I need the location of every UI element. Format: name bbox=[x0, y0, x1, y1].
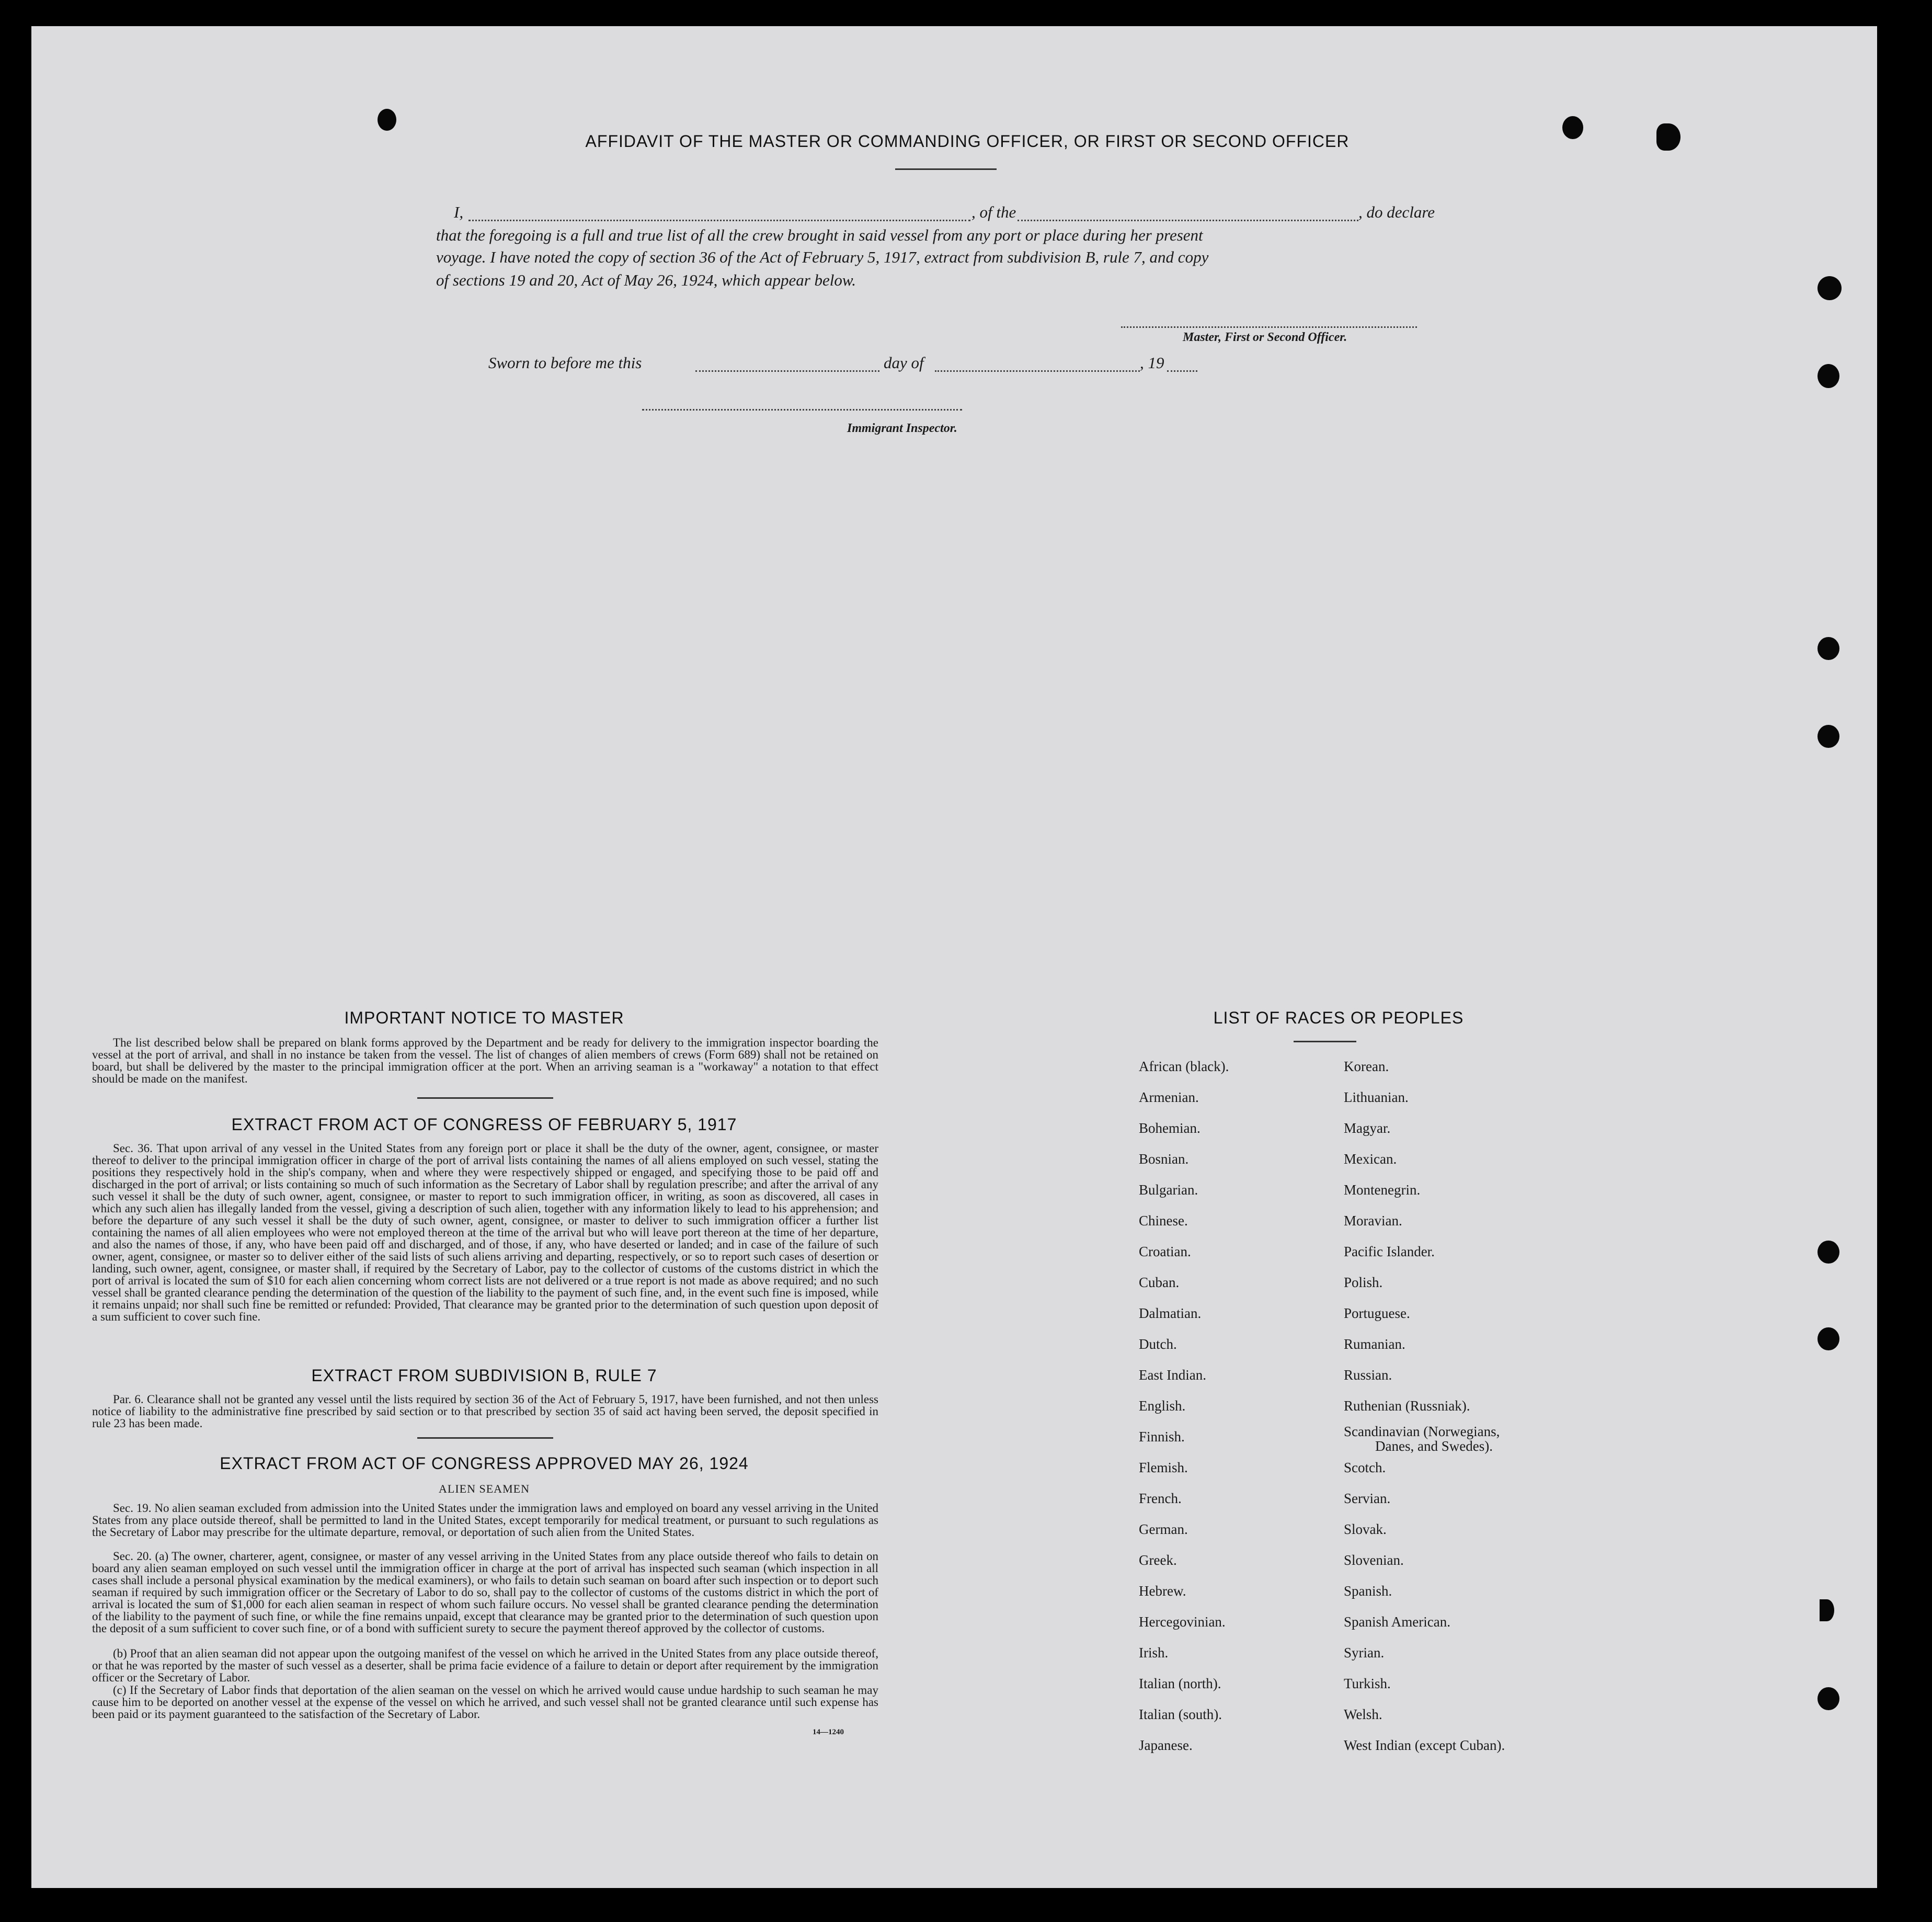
title-underline bbox=[895, 168, 997, 170]
sworn-year-blank[interactable] bbox=[1167, 370, 1197, 372]
affidavit-line4: of sections 19 and 20, Act of May 26, 1924, which appear below. bbox=[436, 271, 856, 289]
race-item: Irish. bbox=[1139, 1645, 1169, 1661]
race-item: Slovenian. bbox=[1344, 1552, 1404, 1568]
race-item: Moravian. bbox=[1344, 1213, 1402, 1229]
punch-hole bbox=[378, 109, 396, 131]
sworn-month-blank[interactable] bbox=[935, 370, 1140, 372]
race-item: Japanese. bbox=[1139, 1737, 1193, 1753]
race-item: Rumanian. bbox=[1344, 1336, 1405, 1352]
race-item: Magyar. bbox=[1344, 1120, 1391, 1136]
punch-hole bbox=[1820, 1599, 1834, 1621]
race-item: Bulgarian. bbox=[1139, 1182, 1198, 1198]
race-item: Welsh. bbox=[1344, 1707, 1382, 1722]
sec20c-body: (c) If the Secretary of Labor finds that deportation of the alien seaman on the vessel on which he arrived would cause undue hardship to such seaman he may cause him to be deported on another vessel at the expense of the vessel on which he arrived, and such vessel shall not be granted clearance until such expense has been paid or its payment guaranteed to the satisfaction of the Secretary of Labor. bbox=[92, 1684, 878, 1721]
race-item: West Indian (except Cuban). bbox=[1344, 1737, 1505, 1753]
race-item: Greek. bbox=[1139, 1552, 1177, 1568]
sec19-body: Sec. 19. No alien seaman excluded from admission into the United States under the immigration laws and employed on board any vessel arriving in the United States from any place outside thereof, shall be permitted to land in the United States, except temporarily for medical treatment, or pursuant to such regulations as the Secretary of Labor may prescribe for the ultimate departure, removal, or deportation of such alien from the United States. bbox=[92, 1502, 878, 1539]
race-item: Montenegrin. bbox=[1344, 1182, 1421, 1198]
section-divider bbox=[417, 1097, 553, 1099]
race-item: Servian. bbox=[1344, 1491, 1391, 1506]
race-item: Finnish. bbox=[1139, 1429, 1185, 1445]
race-item: Russian. bbox=[1344, 1367, 1392, 1383]
race-item: Turkish. bbox=[1344, 1676, 1391, 1691]
race-item: Polish. bbox=[1344, 1275, 1383, 1290]
affidavit-line3: voyage. I have noted the copy of section 36 of the Act of February 5, 1917, extract from subdivision B, rule 7, and copy bbox=[436, 248, 1209, 266]
punch-hole bbox=[1817, 1241, 1839, 1264]
affidavit-title: AFFIDAVIT OF THE MASTER OR COMMANDING OFFICER, OR FIRST OR SECOND OFFICER bbox=[585, 132, 1350, 151]
race-item: Armenian. bbox=[1139, 1089, 1199, 1105]
races-title: LIST OF RACES OR PEOPLES bbox=[1213, 1008, 1464, 1027]
race-item: German. bbox=[1139, 1521, 1188, 1537]
race-item: Spanish. bbox=[1344, 1583, 1392, 1599]
race-item: Pacific Islander. bbox=[1344, 1244, 1435, 1259]
race-item: Italian (south). bbox=[1139, 1707, 1222, 1722]
race-item: Spanish American. bbox=[1344, 1614, 1450, 1630]
punch-hole bbox=[1817, 276, 1842, 300]
race-item: Slovak. bbox=[1344, 1521, 1387, 1537]
punch-hole bbox=[1817, 637, 1839, 660]
race-item: Scotch. bbox=[1344, 1460, 1386, 1475]
race-item: Cuban. bbox=[1139, 1275, 1180, 1290]
affidavit-line2: that the foregoing is a full and true list of all the crew brought in said vessel from any port or place during her present bbox=[436, 226, 1203, 244]
race-item: Bohemian. bbox=[1139, 1120, 1201, 1136]
race-item: Dutch. bbox=[1139, 1336, 1177, 1352]
race-item: English. bbox=[1139, 1398, 1186, 1414]
race-item: Scandinavian (Norwegians, bbox=[1344, 1424, 1500, 1439]
sworn-label: Sworn to before me this bbox=[488, 354, 642, 372]
race-item: Korean. bbox=[1344, 1059, 1389, 1074]
sworn-day-blank[interactable] bbox=[695, 370, 879, 372]
affidavit-i-label: I, bbox=[454, 203, 464, 221]
form-number: 14—1240 bbox=[813, 1728, 844, 1736]
rule7-body: Par. 6. Clearance shall not be granted any vessel until the lists required by section 36 of the Act of February 5, 1917, have been furnished, and not then unless notice of liability to the administrative fine prescribed by said section or to that prescribed by section 35 of said act having been served, the deposit specified in rule 23 has been made. bbox=[92, 1393, 878, 1430]
punch-hole bbox=[1817, 725, 1839, 748]
affidavit-do-declare: , do declare bbox=[1358, 203, 1435, 221]
alien-seamen-subtitle: ALIEN SEAMEN bbox=[439, 1482, 530, 1495]
race-item: Syrian. bbox=[1344, 1645, 1385, 1661]
race-item-continued: Danes, and Swedes). bbox=[1375, 1438, 1493, 1454]
race-item: Chinese. bbox=[1139, 1213, 1188, 1229]
sec20a-body: Sec. 20. (a) The owner, charterer, agent, consignee, or master of any vessel arriving in the United States from any place outside thereof who fails to detain on board any alien seaman employed on such vessel until the immigration officer in charge at the port of arrival has inspected such seaman (which inspection in all cases shall include a personal physical examination by the medical examiners), or who fails to detain such seaman on board after such inspection or to deport such seaman if required by such immigration officer or the Secretary of Labor to do so, shall pay to the collector of customs of the customs district in which the port of arrival is located the sum of $1,000 for each alien seaman in respect of whom such failure occurs. No vessel shall be granted clearance pending the determination of the liability to the payment of such fine, or while the fine remains unpaid, except that clearance may be granted prior to the determination of such question upon the deposit of a sum sufficient to cover such fine, or of a bond with sufficient surety to secure the payment thereof approved by the collector of customs. bbox=[92, 1550, 878, 1635]
extract-1917-body: Sec. 36. That upon arrival of any vessel in the United States from any foreign port or place it shall be the duty of the owner, agent, consignee, or master thereof to deliver to the principal immigration officer in charge of the port of arrival lists containing the names of all aliens employed on such vessel, stating the positions they respectively hold in the ship's company, when and where they were respectively shipped or engaged, and specifying those to be paid off and discharged in the port of arrival; or lists containing so much of such information as the Secretary of Labor shall by regulation prescribe; and after the arrival of any such vessel it shall be the duty of such owner, agent, consignee, or master to report to such immigration officer, in writing, as soon as discovered, all cases in which any such alien has illegally landed from the vessel, giving a description of such alien, together with any information likely to lead to his apprehension; and before the departure of any such vessel it shall be the duty of such owner, agent, consignee, or master to deliver to such immigration officer a further list containing the names of all alien employees who were not employed thereon at the time of the arrival but who will leave port thereon at the time of her departure, and also the names of those, if any, who have been paid off and discharged, and of those, if any, who have deserted or landed; and in case of the failure of such owner, agent, consignee, or master so to deliver either of the said lists of such aliens arriving and departing, respectively, or so to report such cases of desertion or landing, such owner, agent, consignee, or master shall, if required by the Secretary of Labor, pay to the collector of customs of the customs district in which the port of arrival is located the sum of $10 for each alien concerning whom correct lists are not delivered or a true report is not made as above required; and no such vessel shall be granted clearance pending the determination of the question of the liability to the payment of such fine, and, in the event such fine is imposed, while it remains unpaid; nor shall such fine be remitted or refunded: Provided, That clearance may be granted prior to the determination of such question upon deposit of a sum sufficient to cover such fine. bbox=[92, 1142, 878, 1323]
race-item: French. bbox=[1139, 1491, 1182, 1506]
punch-hole bbox=[1656, 123, 1681, 151]
notice-title: IMPORTANT NOTICE TO MASTER bbox=[344, 1008, 624, 1027]
race-item: Dalmatian. bbox=[1139, 1305, 1202, 1321]
extract-1917-title: EXTRACT FROM ACT OF CONGRESS OF FEBRUARY 5, 1917 bbox=[231, 1115, 737, 1134]
affidavit-of-the: , of the bbox=[971, 203, 1016, 221]
race-item: Ruthenian (Russniak). bbox=[1344, 1398, 1470, 1414]
race-item: Hebrew. bbox=[1139, 1583, 1186, 1599]
name-blank[interactable] bbox=[468, 220, 970, 221]
race-item: Croatian. bbox=[1139, 1244, 1191, 1259]
day-of-label: day of bbox=[884, 354, 924, 372]
punch-hole bbox=[1817, 1687, 1839, 1710]
master-signature-label: Master, First or Second Officer. bbox=[1183, 331, 1347, 344]
race-item: East Indian. bbox=[1139, 1367, 1206, 1383]
master-signature-line[interactable] bbox=[1121, 326, 1417, 328]
race-item: Flemish. bbox=[1139, 1460, 1188, 1475]
inspector-signature-label: Immigrant Inspector. bbox=[847, 422, 957, 435]
races-title-underline bbox=[1294, 1041, 1356, 1042]
punch-hole bbox=[1562, 116, 1583, 139]
punch-hole bbox=[1817, 1327, 1839, 1350]
sec20b-body: (b) Proof that an alien seaman did not appear upon the outgoing manifest of the vessel on which he arrived in the United States from any place outside thereof, or that he was reported by the master of such vessel as a deserter, shall be prima facie evidence of a failure to detain or deport after requirement by the immigration officer or the Secretary of Labor. bbox=[92, 1647, 878, 1684]
race-item: Portuguese. bbox=[1344, 1305, 1410, 1321]
section-divider bbox=[417, 1437, 553, 1439]
race-item: Mexican. bbox=[1344, 1151, 1397, 1167]
notice-body: The list described below shall be prepared on blank forms approved by the Department and be ready for delivery to the immigration inspector boarding the vessel at the port of arrival, and shall in no instance be taken from the vessel. The list of changes of alien members of crews (Form 689) shall not be retained on board, but shall be delivered by the master to the principal immigration officer at the port. When an arriving seaman is a "workaway" a notation to that effect should be made on the manifest. bbox=[92, 1036, 878, 1085]
punch-hole bbox=[1817, 364, 1839, 388]
extract-1924-title: EXTRACT FROM ACT OF CONGRESS APPROVED MAY 26, 1924 bbox=[220, 1454, 749, 1473]
year-label: , 19 bbox=[1140, 354, 1164, 372]
vessel-blank[interactable] bbox=[1018, 220, 1358, 221]
inspector-signature-line[interactable] bbox=[642, 409, 962, 411]
race-item: Italian (north). bbox=[1139, 1676, 1221, 1691]
race-item: African (black). bbox=[1139, 1059, 1229, 1074]
race-item: Bosnian. bbox=[1139, 1151, 1189, 1167]
rule7-title: EXTRACT FROM SUBDIVISION B, RULE 7 bbox=[311, 1366, 657, 1385]
race-item: Hercegovinian. bbox=[1139, 1614, 1226, 1630]
race-item: Lithuanian. bbox=[1344, 1089, 1409, 1105]
